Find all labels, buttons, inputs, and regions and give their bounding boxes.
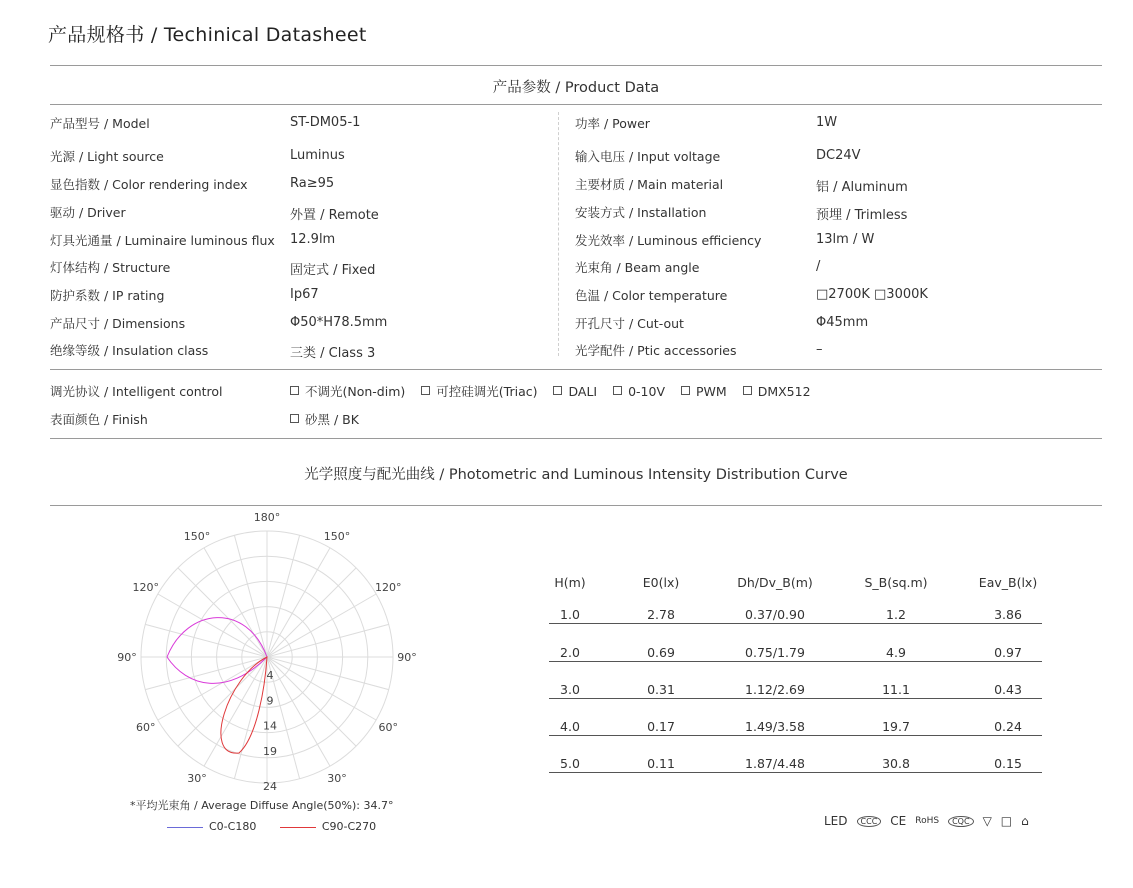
spec-value: 1W: [816, 115, 838, 130]
table-header: Eav_B(lx): [978, 575, 1038, 590]
option-checkbox[interactable]: [613, 384, 665, 399]
table-cell: 3.86: [994, 607, 1022, 622]
table-cell: 0.11: [647, 756, 675, 771]
product-section-title: 产品参数 / Product Data: [492, 80, 660, 96]
spec-value: ST-DM05-1: [290, 115, 361, 130]
angle-label: 30°: [187, 772, 207, 786]
legend: [167, 820, 376, 833]
spec-label: 光学配件 / Ptic accessories: [575, 343, 737, 358]
table-cell: 1.12/2.69: [745, 682, 805, 697]
table-cell: 0.15: [994, 756, 1022, 771]
legend-swatch: [167, 827, 203, 828]
finish-label: 表面颜色 / Finish: [50, 412, 148, 427]
angle-label: 150°: [323, 529, 351, 543]
table-cell: 0.24: [994, 719, 1022, 734]
table-row-line: [549, 623, 1042, 624]
checkbox-icon: [681, 386, 690, 395]
option-checkbox[interactable]: [290, 410, 359, 428]
spec-value: 铝 / Aluminum: [816, 180, 908, 195]
spec-value: DC24V: [816, 148, 861, 163]
curve-c90-c270: [221, 657, 267, 753]
average-angle-note: *平均光束角 / Average Diffuse Angle(50%): 34.7°: [130, 799, 394, 812]
spec-label: 发光效率 / Luminous efficiency: [575, 233, 762, 248]
certification-mark-icon: ▽: [982, 814, 992, 828]
table-cell: 1.2: [886, 607, 906, 622]
certification-mark-icon: ⌂: [1021, 814, 1029, 828]
spec-label: 绝缘等级 / Insulation class: [50, 343, 209, 358]
option-checkbox[interactable]: [553, 384, 597, 399]
table-cell: 1.49/3.58: [745, 719, 805, 734]
checkbox-icon: [290, 414, 299, 423]
table-row-line: [549, 661, 1042, 662]
spec-value: Φ50*H78.5mm: [290, 315, 388, 330]
checkbox-icon: [553, 386, 562, 395]
spec-label: 开孔尺寸 / Cut-out: [575, 316, 684, 331]
spec-label: 驱动 / Driver: [50, 205, 126, 220]
spec-label: 产品型号 / Model: [50, 116, 150, 131]
table-cell: 30.8: [882, 756, 910, 771]
table-cell: 0.97: [994, 645, 1022, 660]
option-label: 可控硅调光(Triac): [436, 384, 538, 399]
option-checkbox[interactable]: [743, 384, 811, 399]
option-label: PWM: [696, 383, 727, 399]
table-cell: 19.7: [882, 719, 910, 734]
angle-label: 60°: [136, 721, 156, 734]
radial-label: 9: [266, 694, 274, 708]
table-header: E0(lx): [642, 575, 680, 590]
certification-mark-icon: RoHS: [915, 816, 940, 826]
table-cell: 0.31: [647, 682, 675, 697]
divider: [50, 65, 1102, 66]
table-cell: 0.75/1.79: [745, 645, 805, 660]
checkbox-icon: [290, 386, 299, 395]
legend-item-c90: C90-C270: [280, 820, 376, 833]
certification-mark-icon: LED: [824, 814, 848, 828]
angle-label: 120°: [132, 581, 160, 594]
angle-label: 180°: [253, 511, 281, 524]
table-header: S_B(sq.m): [864, 575, 928, 590]
radial-label: 14: [263, 719, 277, 733]
angle-label: 60°: [378, 721, 398, 734]
finish-options: [290, 410, 359, 428]
spec-value: /: [816, 259, 821, 274]
spec-label: 输入电压 / Input voltage: [575, 149, 721, 164]
photometric-title: 光学照度与配光曲线 / Photometric and Luminous Intensity Distribution Curve: [304, 467, 848, 483]
spec-label: 安装方式 / Installation: [575, 205, 707, 220]
certification-mark-icon: CE: [890, 814, 907, 828]
spec-label: 功率 / Power: [575, 116, 650, 131]
option-label: 0-10V: [628, 383, 666, 399]
option-checkbox[interactable]: [290, 382, 405, 400]
table-cell: 1.0: [560, 607, 580, 622]
option-checkbox[interactable]: [681, 384, 727, 399]
spec-value: 预埋 / Trimless: [816, 208, 908, 223]
divider: [50, 369, 1102, 370]
spec-value: 13lm / W: [816, 232, 875, 247]
table-cell: 0.43: [994, 682, 1022, 697]
spec-value: 三类 / Class 3: [290, 346, 376, 361]
checkbox-icon: [421, 386, 430, 395]
spec-label: 光束角 / Beam angle: [575, 260, 700, 275]
spec-value: 固定式 / Fixed: [290, 263, 376, 278]
spec-value: 外置 / Remote: [290, 208, 379, 223]
control-options: [290, 382, 811, 400]
divider: [50, 104, 1102, 105]
option-checkbox[interactable]: [421, 382, 537, 400]
option-label: DALI: [568, 383, 598, 399]
radial-label: 24: [263, 780, 277, 793]
angle-label: 150°: [183, 529, 211, 543]
spec-value: Ra≥95: [290, 176, 335, 191]
table-cell: 2.78: [647, 607, 675, 622]
certification-mark-icon: CCC: [857, 816, 882, 827]
checkbox-icon: [743, 386, 752, 395]
radial-label: 4: [266, 669, 274, 683]
spec-label: 显色指数 / Color rendering index: [50, 177, 248, 192]
table-cell: 1.87/4.48: [745, 756, 805, 771]
certification-mark-icon: □: [1000, 814, 1013, 828]
column-separator: [558, 112, 559, 356]
radial-label: 19: [263, 744, 277, 758]
spec-label: 灯体结构 / Structure: [50, 260, 171, 275]
spec-label: 防护系数 / IP rating: [50, 288, 165, 303]
table-row-line: [549, 698, 1042, 699]
spec-label: 色温 / Color temperature: [575, 288, 728, 303]
certification-mark-icon: CQC: [948, 816, 973, 827]
spec-label: 光源 / Light source: [50, 149, 164, 164]
table-row-line: [549, 772, 1042, 773]
spec-value: □2700K □3000K: [816, 287, 928, 302]
table-cell: 5.0: [560, 756, 580, 771]
legend-swatch: [280, 827, 316, 828]
table-cell: 4.9: [886, 645, 906, 660]
spec-value: –: [816, 342, 823, 357]
spec-label: 灯具光通量 / Luminaire luminous flux: [50, 233, 275, 248]
table-row-line: [549, 735, 1042, 736]
table-header: Dh/Dv_B(m): [737, 575, 813, 590]
divider: [50, 438, 1102, 439]
spec-value: Luminus: [290, 148, 345, 163]
angle-label: 90°: [117, 651, 137, 664]
table-cell: 0.37/0.90: [745, 607, 805, 622]
spec-label: 主要材质 / Main material: [575, 177, 724, 192]
option-label: 砂黑 / BK: [305, 412, 359, 427]
certification-marks: [824, 814, 1029, 828]
checkbox-icon: [613, 386, 622, 395]
table-cell: 11.1: [882, 682, 910, 697]
divider: [50, 505, 1102, 506]
angle-label: 120°: [374, 581, 402, 594]
spec-label: 产品尺寸 / Dimensions: [50, 316, 186, 331]
table-cell: 2.0: [560, 645, 580, 660]
table-header: H(m): [554, 575, 586, 590]
angle-label: 90°: [397, 651, 417, 664]
page-title: 产品规格书 / Techinical Datasheet: [48, 24, 367, 46]
polar-distribution-diagram: [100, 511, 440, 800]
spec-value: Ip67: [290, 287, 319, 302]
control-label: 调光协议 / Intelligent control: [50, 384, 223, 399]
angle-label: 30°: [327, 772, 347, 786]
option-label: DMX512: [757, 383, 811, 399]
option-label: 不调光(Non-dim): [305, 384, 406, 399]
table-cell: 0.69: [647, 645, 675, 660]
table-cell: 4.0: [560, 719, 580, 734]
spec-value: Φ45mm: [816, 315, 869, 330]
spec-value: 12.9lm: [290, 232, 336, 247]
table-cell: 3.0: [560, 682, 580, 697]
legend-item-c0: C0-C180: [167, 820, 256, 833]
table-cell: 0.17: [647, 719, 675, 734]
